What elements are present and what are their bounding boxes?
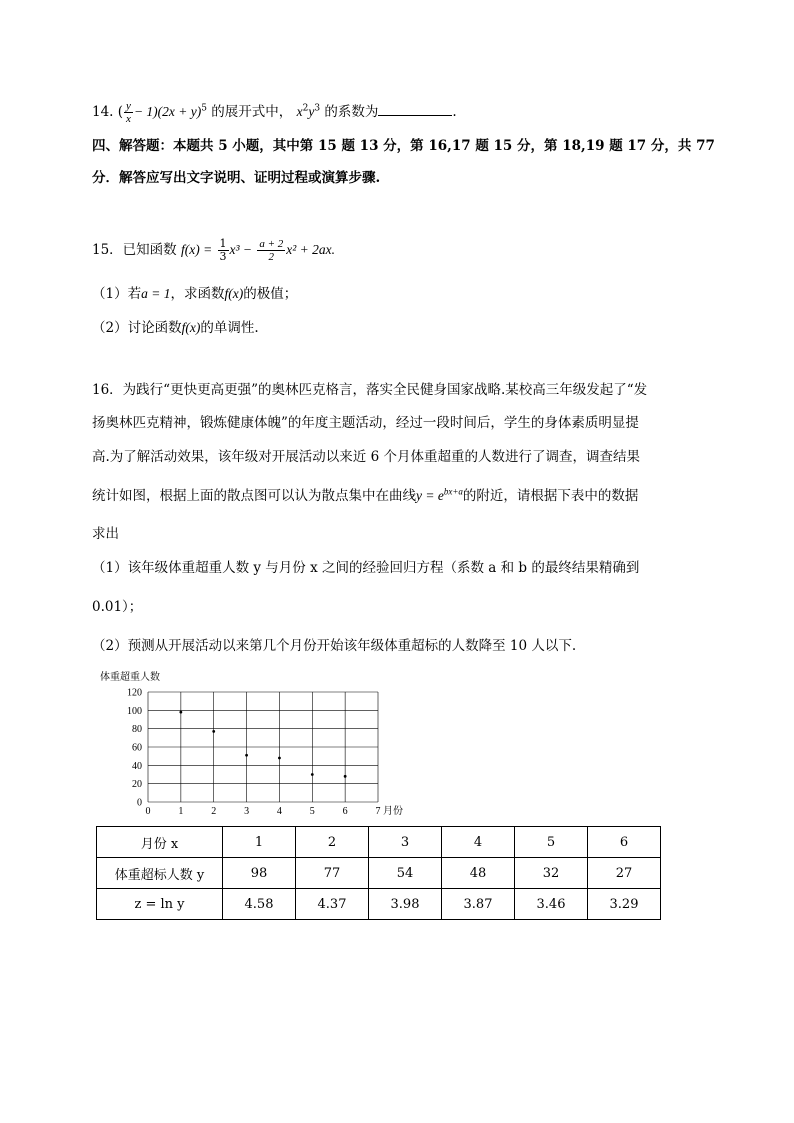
table-cell: 27 [588,858,661,889]
x-tick-label: 2 [211,806,217,817]
row-header: z = ln y [97,889,223,920]
x-tick-label: 7 [375,806,381,817]
table-cell: 3.87 [442,889,515,920]
table-cell: 48 [442,858,515,889]
question-16-part-1-cont: 0.01）； [92,599,143,615]
section-heading: 四、解答题：本题共 5 小题，其中第 15 题 13 分，第 16,17 题 15 分，第 18,19 题 17 分，共 77 [92,138,715,154]
data-point [245,754,248,757]
question-16-line-3: 高.为了解活动效果，该年级对开展活动以来近 6 个月体重超重的人数进行了调查，调查结果 [92,449,640,465]
question-16-part-2: （2）预测从开展活动以来第几个月份开始该年级体重超标的人数降至 10 人以下. [92,638,577,654]
question-16-line-2: 扬奥林匹克精神，锻炼健康体魄”的年度主题活动，经过一段时间后，学生的身体素质明显提 [92,415,639,431]
table-cell: 5 [515,827,588,858]
term-y: y [308,104,315,119]
table-cell: 1 [223,827,296,858]
question-number: 14. [92,104,114,120]
x-tick-label: 0 [145,806,151,817]
y-tick-label: 80 [132,724,142,736]
scatter-chart [96,666,416,818]
table-cell: 3.46 [515,889,588,920]
x-tick-label: 1 [178,806,184,817]
x-tick-label: 5 [309,806,315,817]
y-tick-label: 20 [132,779,142,791]
section-heading-cont: 分．解答应写出文字说明、证明过程或演算步骤. [92,170,381,186]
table-row [97,858,661,889]
chart-title: 体重超重人数 [100,672,160,683]
fraction: $\frac{a + 2}{2}$ [259,238,284,263]
y-tick-label: 40 [132,760,142,772]
exponent: 5 [201,103,207,114]
table-cell: 54 [369,858,442,889]
data-point [278,757,281,760]
x-tick-label: 4 [276,806,282,817]
question-14: 14. ( $\frac{y}{x}$ − $1)(2x + y)^5$ 的展开式中， $x^2y^3$ 的系数为 . [92,100,457,125]
y-tick-label: 0 [137,797,142,809]
fraction: $\frac{1}{3}$ [219,237,227,263]
table-cell: 3.29 [588,889,661,920]
question-15-part-2: （2）讨论函数f(x)的单调性. [92,320,259,336]
question-15: 15．已知函数 f(x) = $\frac{1}{3}$ x³ − $\frac{a + 2}{2}$ x² + 2ax. [92,237,336,263]
table-cell: 2 [296,827,369,858]
x-axis-label: 月份 [383,806,403,817]
question-16-line-4: 统计如图，根据上面的散点图可以认为散点集中在曲线$y = e^{bx+a}$的附近，请根据下表中的数据 [92,486,639,504]
data-point [311,773,314,776]
row-header: 月份 x [97,827,223,858]
x-tick-label: 6 [342,806,348,817]
y-tick-label: 100 [127,705,142,717]
term-x: x [296,104,303,119]
question-16-part-1: （1）该年级体重超重人数 y 与月份 x 之间的经验回归方程（系数 a 和 b 的最终结果精确到 [92,560,640,576]
table-cell: 6 [588,827,661,858]
table-row [97,889,661,920]
y-tick-label: 60 [132,742,142,754]
data-table [96,826,661,920]
y-tick-label: 120 [127,687,142,699]
question-text: 的系数为 [324,104,379,120]
question-16-line-5: 求出 [92,526,119,542]
data-point [179,711,182,714]
data-point [344,775,347,778]
row-header: 体重超标人数 y [97,858,223,889]
table-cell: 3 [369,827,442,858]
question-15-part-1: （1）若a = 1，求函数f(x)的极值； [92,286,298,302]
table-cell: 32 [515,858,588,889]
answer-blank [378,103,452,116]
table-cell: 4.37 [296,889,369,920]
question-text: 的展开式中， [211,104,293,120]
table-cell: 4.58 [223,889,296,920]
question-16-line-1: 16．为践行“更快更高更强”的奥林匹克格言，落实全民健身国家战略.某校高三年级发起了“发 [92,382,648,398]
table-cell: 4 [442,827,515,858]
expression: − 1)(2x + y) [133,104,202,119]
table-cell: 3.98 [369,889,442,920]
data-point [212,730,215,733]
fraction-y-over-x: $\frac{y}{x}$ [126,100,131,125]
table-cell: 98 [223,858,296,889]
x-tick-label: 3 [244,806,250,817]
table-row [97,827,661,858]
table-cell: 77 [296,858,369,889]
